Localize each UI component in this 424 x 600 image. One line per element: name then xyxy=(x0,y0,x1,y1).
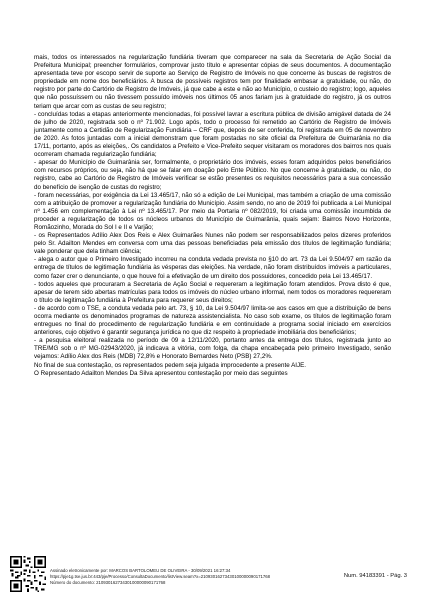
paragraph: - os Representados Adílio Alex Dos Reis e Alex Guimarães Nunes não podem ser responsabilizados pelos dizeres proferidos pelo Sr. Adailton Mendes em conversa com uma das pessoas beneficiadas pela emissão dos títulos de legitimação fundiária; vale ponderar que dela tinham ciência; xyxy=(34,232,391,256)
paragraph: - apesar do Município de Guimarânia ser, formalmente, o proprietário dos imóveis, esses foram adquiridos pelos beneficiários com recursos próprios, ou seja, não há que se falar em doação pelo Ente Público. No que concerne à gratuidade, ou não, do registro, cabe ao Cartório de Registro de Imóveis verificar se estão presentes os requisitos necessários para a sua concessão do benefício de isenção de custas do registro; xyxy=(34,159,391,191)
qr-code-icon[interactable] xyxy=(10,556,46,592)
paragraph: - foram necessárias, por exigência da Lei 13.465/17, não só a edição de Lei Municipal, mas também a criação de uma comissão com a atribuição de promover a regularização fundiária do Município. Assim sendo, no ano de 2019 foi publicada a Lei Municipal nº 1.456 em complementação à Lei nº 13.465/17. Por meio da Portaria nº 082/2019, foi criada uma comissão incumbida de proceder a regularização de todos os núcleos urbanos do Município de Guimarânia, quais sejam: Bairros Novo Horizonte, Romãozinho, Morada do Sol I e II e Varjão; xyxy=(34,191,391,231)
paragraph: - alega o autor que o Primeiro Investigado incorreu na conduta vedada prevista no §10 do art. 73 da Lei 9.504/97 em razão da entrega de títulos de legitimação fundiária às vésperas das eleições. Na verdade, não foram distribuídos imóveis a particulares, como fazer crer o denunciante, o que houve foi a efetivação de um direito dos possuidores, concedido pela Lei 13.465/17. xyxy=(34,256,391,280)
paragraph: - de acordo com o TSE, a conduta vedada pelo art. 73, § 10, da Lei 9.504/97 limita-se aos casos em que a distribuição de bens ocorra mediante os denominados programas de natureza assistencialista. No caso sob exame, os títulos de legitimação foram entregues no final do procedimento de regularização fundiária e em continuidade a programa social iniciado em exercícios anteriores, cujo objetivo é garantir segurança jurídica no que diz respeito à propriedade imobiliária dos beneficiários; xyxy=(34,304,391,337)
paragraph: - a pesquisa eleitoral realizada no período de 09 a 12/11/2020, portanto antes da entrega dos títulos, registrada junto ao TRE/MG sob o nº MG-02943/2020, já indicava a vitória, com folga, da chapa encabeçada pelo primeiro Investigado, senão vejamos: Adílio Alex dos Reis (MDB) 72,8% e Honorato Bernardes Neto (PSB) 27,2%. xyxy=(34,337,391,361)
paragraph: mais, todos os interessados na regularização fundiária tiveram que comparecer na sala da Secretaria de Ação Social da Prefeitura Municipal; preencher formulários, comprovar justo título e apresentar cópias de seus documentos. A documentação apresentada teve por escopo servir de suporte ao Serviço de Registro de Imóveis no que concerne às buscas de registros de propriedade em nome dos beneficiários. A busca de possíveis registros tem por finalidade embasar a gratuidade, ou não, do registro por parte do Cartório de Registro de Imóveis, já que cabe a este e não ao Município, o custeio do registro; logo, aqueles que não possuíssem ou não tivessem possuído imóveis nos últimos 05 anos fariam jus à gratuidade do registro, já os outros teriam que arcar com as custas de seu registro; xyxy=(34,54,391,110)
electronic-signature-info xyxy=(50,568,320,586)
paragraph: No final de sua contestação, os representados pedem seja julgada improcedente a presente AIJE. xyxy=(34,361,307,369)
signature-line: Assinado eletronicamente por: MARCOS BARTOLOMEU DE OLIVEIRA - 30/09/2021 16:27:34 xyxy=(50,568,231,573)
document-body xyxy=(34,54,391,378)
signature-footer xyxy=(10,556,415,596)
page-number: Num. 94183391 - Pág. 3 xyxy=(343,573,407,579)
paragraph: - todos aqueles que procuraram a Secretaria de Ação Social e requereram a legitimação foram atendidos. Prova disto é que, apesar de terem sido abertas matrículas para todos os imóveis do núcleo urbano informal, nem todos os moradores requereram o título de legitimação fundiária à Prefeitura para requerer seus direitos; xyxy=(34,280,391,304)
paragraph: O Representado Adailton Mendes Da Silva apresentou contestação por meio das seguintes xyxy=(34,369,288,377)
paragraph: - concluídas todas a etapas anteriormente mencionadas, foi possível lavrar a escritura pública de divisão amigável datada de 24 de julho de 2020, registrada sob o nº 71.902. Logo após, todo o processo foi remetido ao Cartório de Registro de Imóveis juntamente como a Certidão de Regularização Fundiária – CRF que, depois de ser conferida, foi registrada em 05 de novembro de 2020. As fotos juntadas com a inicial demonstram que foram postadas no site oficial da Prefeitura de Guimarânia no dia 17/11, portanto, após as eleições,. Os candidatos a Prefeito e Vice-Prefeito sequer visitaram os moradores dos bairros nos quais ocorreram chamada regularização fundiária; xyxy=(34,110,391,159)
document-number-line: Número do documento: 21093016273430100000090171768 xyxy=(50,580,166,585)
verification-link[interactable]: https://pje1g.tse.jus.br:443/pje/Processo/ConsultaDocumento/listView.seam?x=21093016273430100000090171768 xyxy=(50,574,271,579)
